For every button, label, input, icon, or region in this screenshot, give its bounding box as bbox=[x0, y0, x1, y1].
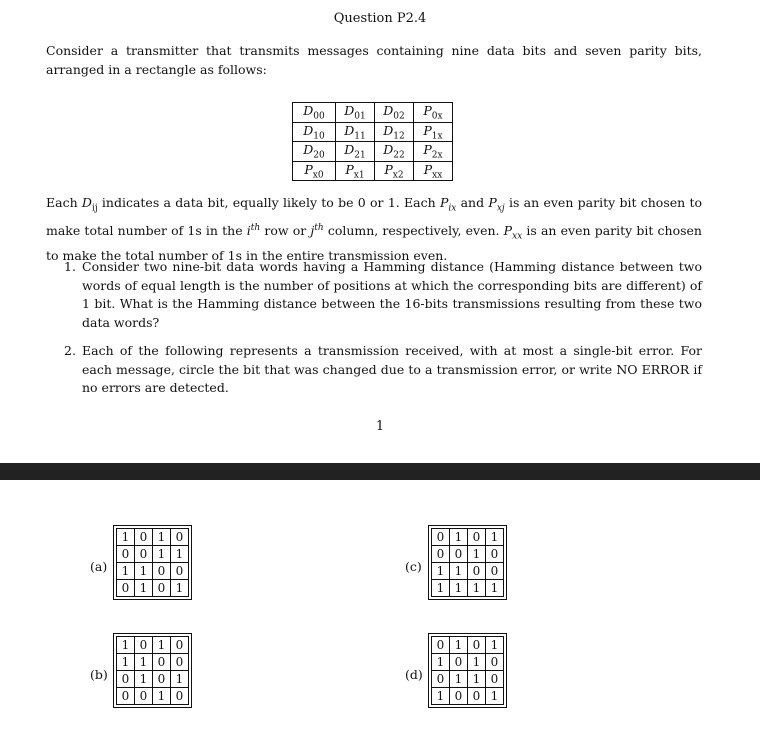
grid-b bbox=[116, 636, 189, 705]
bit-cell: 1 bbox=[486, 688, 504, 705]
layout-cell: $D_{21}$ bbox=[336, 142, 375, 162]
bit-cell: 0 bbox=[171, 529, 189, 546]
bit-cell: 0 bbox=[135, 637, 153, 654]
layout-cell: $P_{xx}$ bbox=[414, 161, 453, 181]
bit-cell: 0 bbox=[450, 546, 468, 563]
bit-cell: 1 bbox=[468, 546, 486, 563]
bit-cell: 0 bbox=[450, 654, 468, 671]
bit-cell: 0 bbox=[171, 654, 189, 671]
bit-cell: 0 bbox=[432, 529, 450, 546]
bit-cell: 0 bbox=[153, 580, 171, 597]
bit-cell: 1 bbox=[117, 529, 135, 546]
bit-cell: 1 bbox=[153, 546, 171, 563]
layout-cell: $P_{x2}$ bbox=[375, 161, 414, 181]
layout-cell: $D_{10}$ bbox=[293, 122, 336, 142]
bit-cell: 0 bbox=[171, 563, 189, 580]
bit-cell: 1 bbox=[432, 654, 450, 671]
bit-cell: 1 bbox=[135, 563, 153, 580]
bit-cell: 1 bbox=[432, 688, 450, 705]
bit-cell: 0 bbox=[432, 546, 450, 563]
grid-a-label: (a) bbox=[90, 559, 108, 574]
bit-cell: 1 bbox=[117, 563, 135, 580]
grid-c-label: (c) bbox=[405, 559, 422, 574]
bit-cell: 1 bbox=[432, 580, 450, 597]
bit-cell: 0 bbox=[153, 563, 171, 580]
bit-cell: 0 bbox=[468, 563, 486, 580]
question-title: Question P2.4 bbox=[333, 11, 427, 26]
layout-cell: $D_{00}$ bbox=[293, 103, 336, 123]
layout-cell: $D_{11}$ bbox=[336, 122, 375, 142]
bit-cell: 1 bbox=[171, 671, 189, 688]
bit-cell: 1 bbox=[486, 529, 504, 546]
question-1-text: Consider two nine-bit data words having a Hamming distance (Hamming distance between two words of equal length is the number of positions at which the corresponding bits are different) of 1 bit. What is the Hamming distance between the 16-bits transmissions resulting from these two data words? bbox=[82, 259, 702, 330]
bit-cell: 0 bbox=[135, 546, 153, 563]
question-2-number: 2. bbox=[64, 343, 76, 358]
bit-cell: 0 bbox=[450, 688, 468, 705]
bit-cell: 1 bbox=[486, 637, 504, 654]
bit-cell: 1 bbox=[432, 563, 450, 580]
bit-cell: 1 bbox=[153, 688, 171, 705]
grid-a bbox=[116, 528, 189, 597]
question-1-number: 1. bbox=[64, 259, 76, 274]
layout-cell: $D_{22}$ bbox=[375, 142, 414, 162]
bit-cell: 1 bbox=[468, 671, 486, 688]
bit-cell: 0 bbox=[486, 671, 504, 688]
bit-cell: 1 bbox=[450, 529, 468, 546]
bit-cell: 0 bbox=[432, 637, 450, 654]
bit-cell: 1 bbox=[468, 580, 486, 597]
bit-cell: 0 bbox=[135, 688, 153, 705]
bit-cell: 0 bbox=[468, 637, 486, 654]
bit-cell: 0 bbox=[117, 671, 135, 688]
bit-cell: 1 bbox=[450, 580, 468, 597]
grid-d bbox=[431, 636, 504, 705]
layout-cell: $P_{2x}$ bbox=[414, 142, 453, 162]
bit-cell: 1 bbox=[450, 671, 468, 688]
bit-cell: 0 bbox=[486, 654, 504, 671]
bit-cell: 1 bbox=[468, 654, 486, 671]
bit-cell: 1 bbox=[171, 546, 189, 563]
bit-cell: 1 bbox=[450, 563, 468, 580]
grid-b-label: (b) bbox=[90, 667, 108, 682]
bit-cell: 1 bbox=[135, 654, 153, 671]
description-paragraph: Each $D_{ij}$ indicates a data bit, equally likely to be 0 or 1. Each $P_{ix}$ and $P_{xj}$ is an even parity bit chosen to make total number of 1s in the $i^{th}$ row or $j^{th}$ column, respectively, even. $P_{xx}$ is an even parity bit chosen to make the total number of 1s in the entire transmission even. bbox=[46, 195, 703, 264]
bit-cell: 1 bbox=[135, 580, 153, 597]
bit-cell: 1 bbox=[486, 580, 504, 597]
layout-cell: $P_{0x}$ bbox=[414, 103, 453, 123]
bit-cell: 1 bbox=[153, 637, 171, 654]
bit-cell: 0 bbox=[153, 654, 171, 671]
bit-cell: 1 bbox=[135, 671, 153, 688]
bit-cell: 0 bbox=[171, 637, 189, 654]
bit-cell: 1 bbox=[171, 580, 189, 597]
bit-cell: 0 bbox=[432, 671, 450, 688]
grid-c bbox=[431, 528, 504, 597]
bit-cell: 0 bbox=[486, 563, 504, 580]
layout-cell: $D_{01}$ bbox=[336, 103, 375, 123]
layout-cell: $D_{02}$ bbox=[375, 103, 414, 123]
page-separator-bar bbox=[0, 463, 760, 480]
bit-cell: 0 bbox=[117, 546, 135, 563]
bit-cell: 0 bbox=[117, 688, 135, 705]
bit-cell: 0 bbox=[468, 688, 486, 705]
layout-cell: $D_{20}$ bbox=[293, 142, 336, 162]
layout-cell: $P_{x0}$ bbox=[293, 161, 336, 181]
layout-cell: $P_{1x}$ bbox=[414, 122, 453, 142]
bit-cell: 0 bbox=[468, 529, 486, 546]
bit-cell: 0 bbox=[171, 688, 189, 705]
page-number: 1 bbox=[375, 419, 385, 434]
intro-paragraph: Consider a transmitter that transmits messages containing nine data bits and seven parity bits, arranged in a rectangle as follows: bbox=[46, 43, 702, 77]
bit-cell: 1 bbox=[153, 529, 171, 546]
bit-layout-table bbox=[292, 102, 453, 181]
question-2-text: Each of the following represents a transmission received, with at most a single-bit error. For each message, circle the bit that was changed due to a transmission error, or write NO ERROR if no errors are detected. bbox=[82, 343, 702, 395]
bit-cell: 0 bbox=[153, 671, 171, 688]
grid-d-label: (d) bbox=[405, 667, 423, 682]
layout-cell: $D_{12}$ bbox=[375, 122, 414, 142]
bit-cell: 0 bbox=[135, 529, 153, 546]
bit-cell: 1 bbox=[450, 637, 468, 654]
bit-cell: 0 bbox=[117, 580, 135, 597]
bit-cell: 1 bbox=[117, 654, 135, 671]
bit-cell: 1 bbox=[117, 637, 135, 654]
layout-cell: $P_{x1}$ bbox=[336, 161, 375, 181]
bit-cell: 0 bbox=[486, 546, 504, 563]
